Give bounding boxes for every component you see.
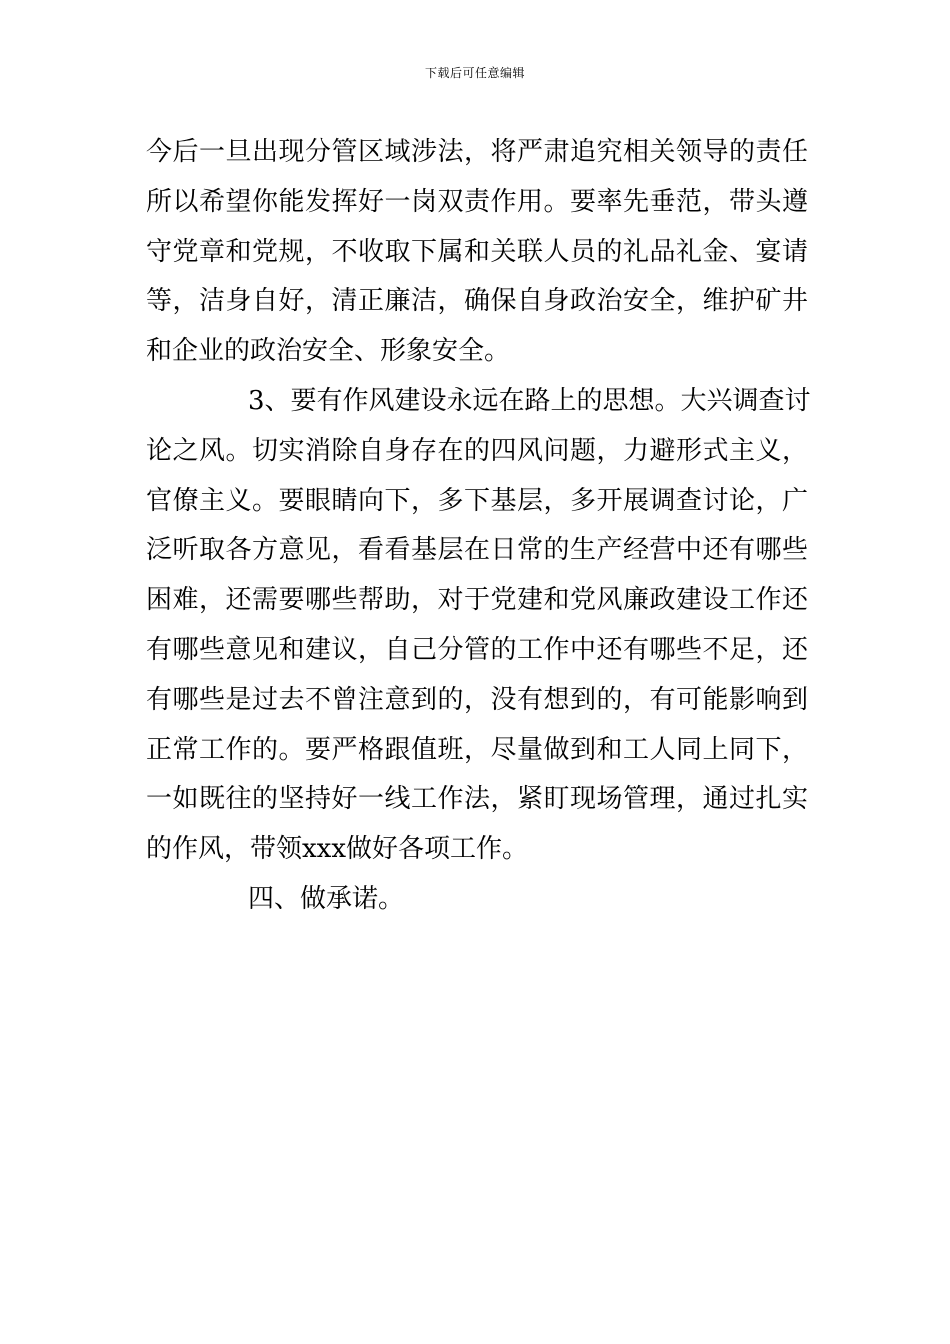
text-line: 正常工作的。要严格跟值班，尽量做到和工人同上同下， bbox=[146, 734, 808, 765]
text-line: 有哪些是过去不曾注意到的，没有想到的，有可能影响到 bbox=[146, 684, 808, 715]
paragraph-start-line: 3、要有作风建设永远在路上的思想。大兴调查讨 bbox=[248, 385, 811, 416]
text-line: 等，洁身自好，清正廉洁，确保自身政治安全，维护矿井 bbox=[146, 286, 808, 317]
text-line: 一如既往的坚持好一线工作法，紧盯现场管理，通过扎实 bbox=[146, 784, 808, 815]
text-line: 今后一旦出现分管区域涉法，将严肃追究相关领导的责任 bbox=[146, 137, 808, 167]
text-line: 所以希望你能发挥好一岗双责作用。要率先垂范，带头遵 bbox=[146, 186, 808, 217]
document-body bbox=[146, 128, 811, 925]
text-line: 的作风，带领xxx做好各项工作。 bbox=[146, 834, 528, 865]
text-line: 官僚主义。要眼睛向下，多下基层，多开展调查讨论，广 bbox=[146, 485, 808, 516]
text-line: 守党章和党规，不收取下属和关联人员的礼品礼金、宴请 bbox=[146, 236, 808, 267]
text-line: 困难，还需要哪些帮助，对于党建和党风廉政建设工作还 bbox=[146, 585, 808, 616]
section-heading: 四、做承诺。 bbox=[248, 883, 405, 914]
text-line: 和企业的政治安全、形象安全。 bbox=[146, 336, 511, 367]
page-header: 下载后可任意编辑 bbox=[424, 66, 525, 80]
text-line: 有哪些意见和建议，自己分管的工作中还有哪些不足，还 bbox=[146, 634, 808, 665]
text-line: 泛听取各方意见，看看基层在日常的生产经营中还有哪些 bbox=[146, 535, 808, 566]
text-line: 论之风。切实消除自身存在的四风问题，力避形式主义， bbox=[146, 435, 808, 466]
